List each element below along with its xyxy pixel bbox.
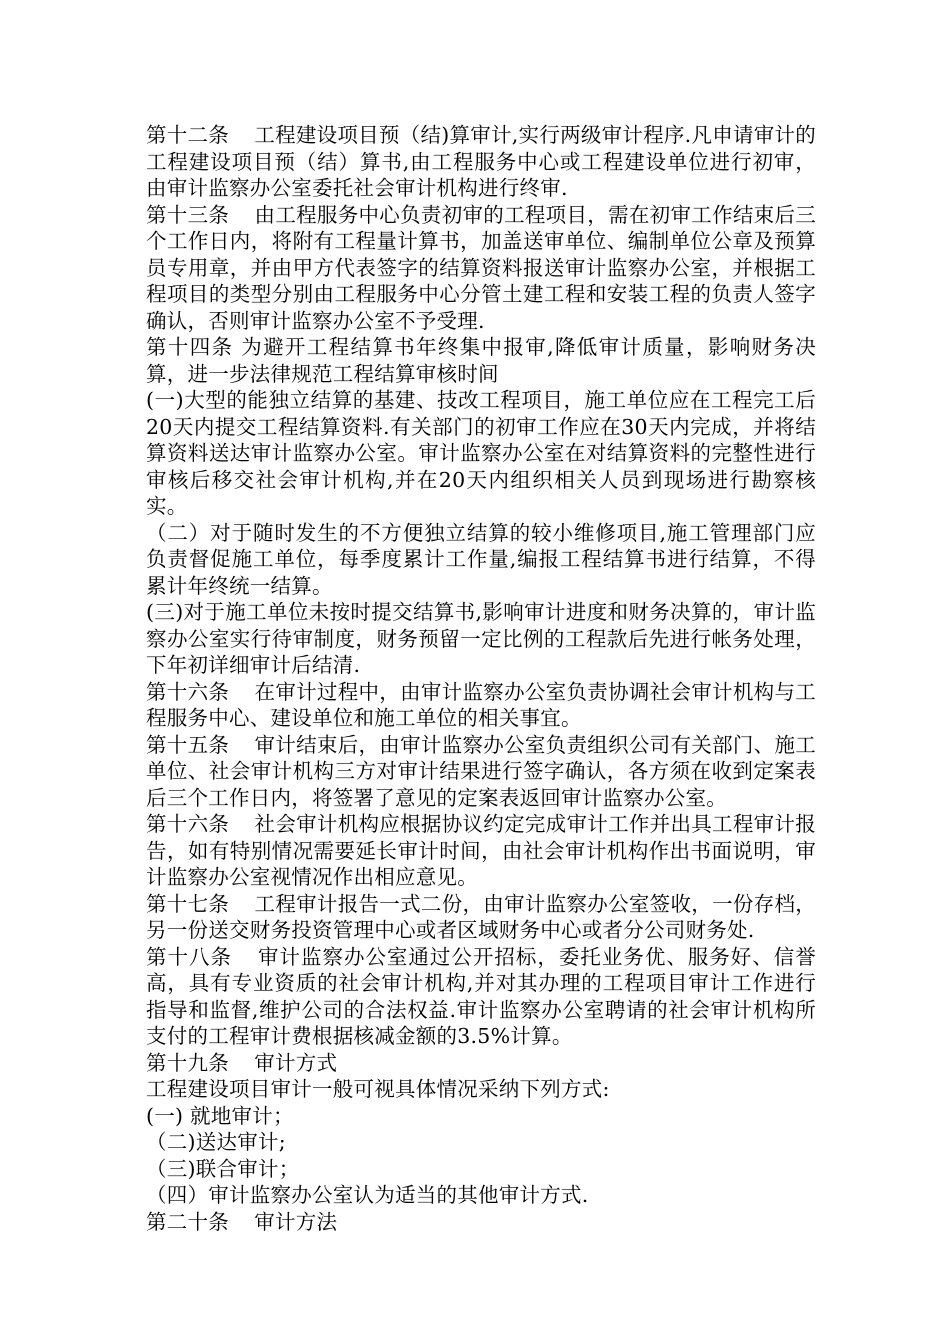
- paragraph-article-17: 第十七条 工程审计报告一式二份，由审计监察办公室签收，一份存档，另一份送交财务投资管理中心或者区域财务中心或者分公司财务处.: [146, 891, 817, 942]
- paragraph-article-13: 第十三条 由工程服务中心负责初审的工程项目，需在初审工作结束后三个工作日内，将附有工程量计算书，加盖送审单位、编制单位公章及预算员专用章，并由甲方代表签字的结算资料报送审计监察办公室，并根据工程项目的类型分别由工程服务中心分管土建工程和安装工程的负责人签字确认，否则审计监察办公室不予受理.: [146, 202, 817, 333]
- paragraph-article-16a: 第十六条 在审计过程中，由审计监察办公室负责协调社会审计机构与工程服务中心、建设单位和施工单位的相关事宜。: [146, 679, 817, 730]
- paragraph-method-1: (一) 就地审计；: [146, 1103, 294, 1128]
- paragraph-article-14: 第十四条 为避开工程结算书年终集中报审,降低审计质量，影响财务决算，进一步法律规范工程结算审核时间: [146, 335, 816, 386]
- paragraph-article-19: 第十九条 审计方式: [146, 1050, 338, 1075]
- paragraph-article-15: 第十五条 审计结束后，由审计监察办公室负责组织公司有关部门、施工单位、社会审计机构三方对审计结果进行签字确认，各方须在收到定案表后三个工作日内，将签署了意见的定案表返回审计监察办公室。: [146, 732, 817, 810]
- paragraph-method-3: （三)联合审计；: [146, 1156, 300, 1181]
- paragraph-article-20: 第二十条 审计方法: [146, 1209, 338, 1234]
- paragraph-article-16b: 第十六条 社会审计机构应根据协议约定完成审计工作并出具工程审计报告，如有特别情况需要延长审计时间，由社会审计机构作出书面说明，审计监察办公室视情况作出相应意见。: [146, 812, 817, 889]
- paragraph-item-2: （二）对于随时发生的不方便独立结算的较小维修项目,施工管理部门应负责督促施工单位，每季度累计工作量,编报工程结算书进行结算，不得累计年终统一结算。: [146, 520, 816, 598]
- paragraph-item-3: (三)对于施工单位未按时提交结算书,影响审计进度和财务决算的，审计监察办公室实行待审制度，财务预留一定比例的工程款后先进行帐务处理，下年初详细审计后结清.: [146, 600, 816, 677]
- paragraph-method-2: （二)送达审计;: [146, 1130, 286, 1154]
- paragraph-article-18: 第十八条 审计监察办公室通过公开招标，委托业务优、服务好、信誉高，具有专业资质的社会审计机构,并对其办理的工程项目审计工作进行指导和监督,维护公司的合法权益.审计监察办公室聘请的社会审计机构所支付的工程审计费根据核减金额的3.5%计算。: [146, 944, 817, 1048]
- document-body: [146, 122, 816, 1235]
- paragraph-item-1: (一)大型的能独立结算的基建、技改工程项目，施工单位应在工程完工后20天内提交工程结算资料.有关部门的初审工作应在30天内完成，并将结算资料送达审计监察办公室。审计监察办公室在对结算资料的完整性进行审核后移交社会审计机构,并在20天内组织相关人员到现场进行勘察核实。: [146, 388, 816, 518]
- paragraph-article-12: 第十二条 工程建设项目预（结)算审计,实行两级审计程序.凡申请审计的工程建设项目预（结）算书,由工程服务中心或工程建设单位进行初审，由审计监察办公室委托社会审计机构进行终审.: [146, 123, 817, 200]
- paragraph-audit-methods-intro: 工程建设项目审计一般可视具体情况采纳下列方式:: [146, 1077, 610, 1101]
- paragraph-method-4: （四）审计监察办公室认为适当的其他审计方式.: [146, 1183, 589, 1207]
